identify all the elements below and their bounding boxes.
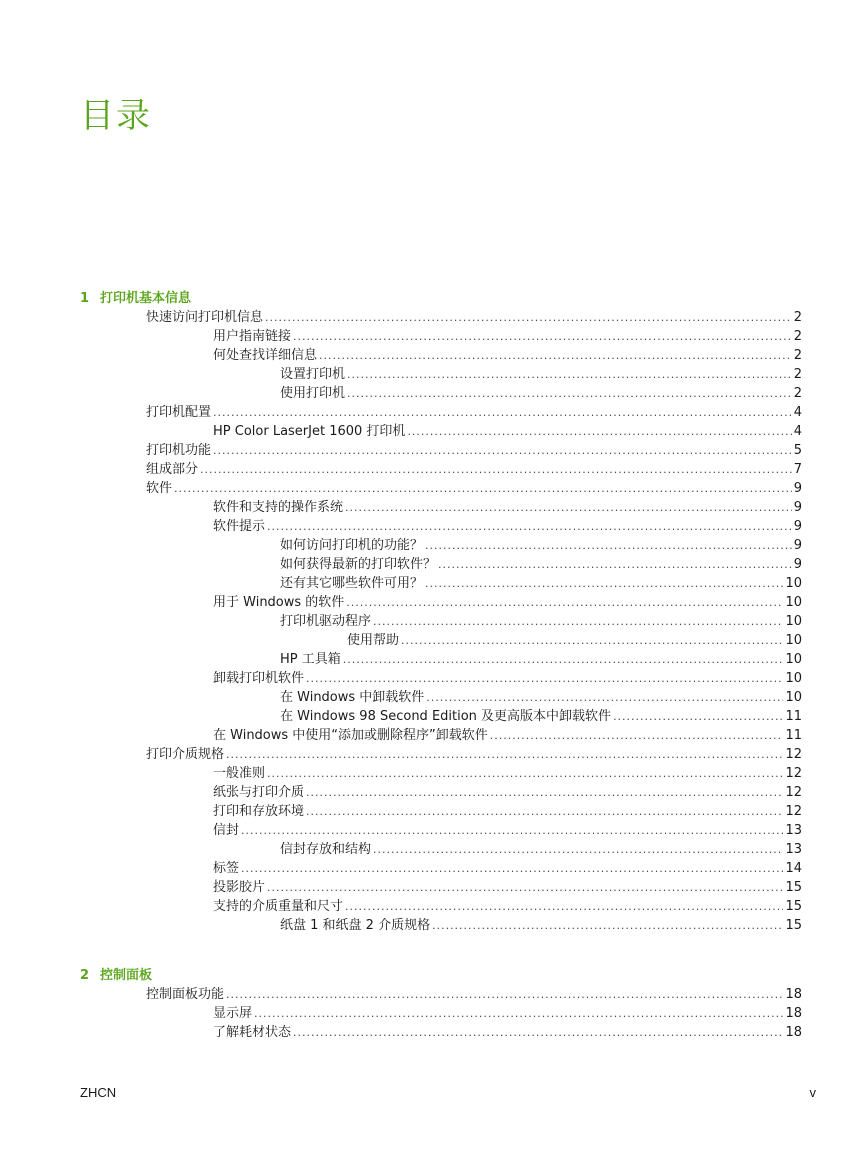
toc-entry-label: 显示屏	[213, 1006, 253, 1021]
toc-entry-page: 2	[793, 386, 802, 401]
dot-leader	[213, 441, 792, 460]
toc-entry-label: 卸载打印机软件	[213, 671, 305, 686]
dot-leader	[347, 384, 792, 403]
toc-entry-page: 12	[785, 747, 802, 762]
toc-entry-page: 13	[785, 842, 802, 857]
dot-leader	[345, 498, 792, 517]
dot-leader	[226, 745, 783, 764]
toc-entry[interactable]	[213, 1004, 802, 1023]
toc-entry-page: 2	[793, 310, 802, 325]
toc-entry-label: 设置打印机	[280, 367, 346, 382]
toc-entry[interactable]	[213, 783, 802, 802]
toc-entry-label: 用户指南链接	[213, 329, 292, 344]
toc-entry-page: 15	[785, 918, 802, 933]
toc-entry-label: 打印和存放环境	[213, 804, 305, 819]
dot-leader	[373, 612, 783, 631]
toc-entry-label: 软件提示	[213, 519, 266, 534]
dot-leader	[200, 460, 792, 479]
toc-entry-label: 控制面板功能	[146, 987, 225, 1002]
toc-entry-label: 信封	[213, 823, 240, 838]
toc-entry[interactable]	[213, 669, 802, 688]
toc-entry-page: 9	[793, 538, 802, 553]
toc-entry-label: 纸张与打印介质	[213, 785, 305, 800]
toc-entry-page: 10	[785, 633, 802, 648]
toc-entry-label: 组成部分	[146, 462, 199, 477]
dot-leader	[226, 985, 783, 1004]
toc-entry[interactable]	[213, 593, 802, 612]
toc-entry-page: 12	[785, 804, 802, 819]
dot-leader	[343, 650, 784, 669]
toc-entry[interactable]	[280, 384, 802, 403]
toc-entry[interactable]	[213, 859, 802, 878]
chapter-heading[interactable]	[80, 289, 191, 308]
toc-entry[interactable]	[146, 460, 802, 479]
toc-entry-label: 打印介质规格	[146, 747, 225, 762]
dot-leader	[425, 574, 783, 593]
footer-language-code: ZHCN	[80, 1085, 117, 1100]
toc-entry-page: 7	[793, 462, 802, 477]
toc-entry-page: 18	[785, 1006, 802, 1021]
dot-leader	[293, 327, 792, 346]
toc-entry[interactable]	[213, 764, 802, 783]
dot-leader	[267, 764, 783, 783]
dot-leader	[347, 365, 792, 384]
toc-entry-label: 如何访问打印机的功能？	[280, 538, 424, 553]
dot-leader	[373, 840, 783, 859]
dot-leader	[213, 403, 792, 422]
toc-entry-label: 纸盘 1 和纸盘 2 介质规格	[280, 918, 431, 933]
toc-entry-label: 何处查找详细信息	[213, 348, 318, 363]
toc-entry-label: 标签	[213, 861, 240, 876]
toc-entry[interactable]	[347, 631, 802, 650]
toc-entry[interactable]	[280, 555, 802, 574]
toc-entry-page: 10	[785, 576, 802, 591]
dot-leader	[346, 593, 783, 612]
toc-entry-label: 一般准则	[213, 766, 266, 781]
toc-entry-page: 4	[793, 405, 802, 420]
dot-leader	[345, 897, 783, 916]
toc-entry-page: 10	[785, 690, 802, 705]
dot-leader	[401, 631, 783, 650]
toc-entry-label: 打印机驱动程序	[280, 614, 372, 629]
toc-entry-label: 使用打印机	[280, 386, 346, 401]
toc-entry-label: 支持的介质重量和尺寸	[213, 899, 344, 914]
toc-entry-page: 18	[785, 1025, 802, 1040]
toc-entry[interactable]	[213, 1023, 802, 1042]
dot-leader	[613, 707, 783, 726]
toc-entry[interactable]	[213, 498, 802, 517]
dot-leader	[306, 783, 783, 802]
toc-entry-label: 使用帮助	[347, 633, 400, 648]
toc-entry-label: 在 Windows 中使用“添加或删除程序”卸载软件	[213, 728, 488, 743]
toc-entry-page: 14	[785, 861, 802, 876]
toc-entry-label: 信封存放和结构	[280, 842, 372, 857]
toc-entry-label: 打印机配置	[146, 405, 212, 420]
toc-entry[interactable]	[280, 365, 802, 384]
toc-entry-page: 9	[793, 500, 802, 515]
toc-entry[interactable]	[213, 821, 802, 840]
dot-leader	[241, 821, 783, 840]
toc-entry-label: 在 Windows 98 Second Edition 及更高版本中卸载软件	[280, 709, 612, 724]
toc-entry-page: 15	[785, 899, 802, 914]
toc-entry[interactable]	[213, 726, 802, 745]
toc-entry-page: 11	[785, 709, 802, 724]
toc-entry[interactable]	[213, 802, 802, 821]
toc-entry-page: 18	[785, 987, 802, 1002]
toc-entry-label: HP 工具箱	[280, 652, 341, 667]
toc-entry-label: 了解耗材状态	[213, 1025, 292, 1040]
footer-page-number: v	[809, 1085, 816, 1100]
toc-entry[interactable]	[280, 536, 802, 555]
dot-leader	[426, 688, 783, 707]
toc-entry[interactable]	[280, 707, 802, 726]
dot-leader	[174, 479, 792, 498]
chapter-number: 2	[80, 968, 90, 983]
toc-entry-label: 打印机功能	[146, 443, 212, 458]
toc-entry[interactable]	[146, 403, 802, 422]
toc-entry[interactable]	[213, 897, 802, 916]
toc-entry[interactable]	[213, 878, 802, 897]
toc-entry[interactable]	[146, 745, 802, 764]
dot-leader	[293, 1023, 783, 1042]
toc-entry-page: 9	[793, 519, 802, 534]
dot-leader	[254, 1004, 783, 1023]
chapter-title: 打印机基本信息	[100, 291, 192, 306]
toc-entry-page: 11	[785, 728, 802, 743]
toc-entry-page: 12	[785, 766, 802, 781]
toc-entry-page: 15	[785, 880, 802, 895]
chapter-number: 1	[80, 291, 90, 306]
toc-entry[interactable]	[213, 327, 802, 346]
toc-entry[interactable]	[280, 650, 802, 669]
toc-entry[interactable]	[280, 612, 802, 631]
toc-entry-page: 10	[785, 671, 802, 686]
toc-entry[interactable]	[280, 916, 802, 935]
dot-leader	[319, 346, 792, 365]
toc-entry[interactable]	[280, 688, 802, 707]
dot-leader	[241, 859, 783, 878]
toc-entry-label: 快速访问打印机信息	[146, 310, 264, 325]
toc-entry[interactable]	[213, 517, 802, 536]
toc-entry-page: 10	[785, 595, 802, 610]
toc-entry[interactable]	[280, 574, 802, 593]
toc-entry[interactable]	[146, 441, 802, 460]
chapter-title: 控制面板	[100, 968, 153, 983]
toc-entry-page: 5	[793, 443, 802, 458]
toc-entry-page: 12	[785, 785, 802, 800]
toc-entry-label: 软件	[146, 481, 173, 496]
dot-leader	[265, 308, 792, 327]
toc-entry-page: 10	[785, 614, 802, 629]
dot-leader	[425, 536, 792, 555]
toc-entry[interactable]	[146, 985, 802, 1004]
dot-leader	[267, 517, 792, 536]
toc-entry-page: 9	[793, 481, 802, 496]
toc-entry-label: 如何获得最新的打印软件？	[280, 557, 437, 572]
toc-entry[interactable]	[280, 840, 802, 859]
toc-entry[interactable]	[213, 422, 802, 441]
dot-leader	[490, 726, 784, 745]
dot-leader	[306, 802, 783, 821]
toc-entry-page: 13	[785, 823, 802, 838]
toc-entry-page: 2	[793, 348, 802, 363]
toc-entry-page: 2	[793, 367, 802, 382]
toc-entry-label: 还有其它哪些软件可用？	[280, 576, 424, 591]
toc-entry-label: 在 Windows 中卸载软件	[280, 690, 425, 705]
page-title: 目录	[80, 96, 152, 136]
toc-entry-label: 用于 Windows 的软件	[213, 595, 345, 610]
chapter-heading[interactable]	[80, 966, 152, 985]
dot-leader	[438, 555, 792, 574]
toc-entry[interactable]	[146, 479, 802, 498]
toc-entry-label: 投影胶片	[213, 880, 266, 895]
toc-entry-page: 2	[793, 329, 802, 344]
dot-leader	[432, 916, 783, 935]
toc-entry-label: HP Color LaserJet 1600 打印机	[213, 424, 406, 439]
toc-entry[interactable]	[146, 308, 802, 327]
dot-leader	[306, 669, 783, 688]
dot-leader	[267, 878, 783, 897]
toc-entry-label: 软件和支持的操作系统	[213, 500, 344, 515]
toc-entry-page: 4	[793, 424, 802, 439]
toc-entry-page: 9	[793, 557, 802, 572]
dot-leader	[407, 422, 791, 441]
toc-entry[interactable]	[213, 346, 802, 365]
toc-entry-page: 10	[785, 652, 802, 667]
